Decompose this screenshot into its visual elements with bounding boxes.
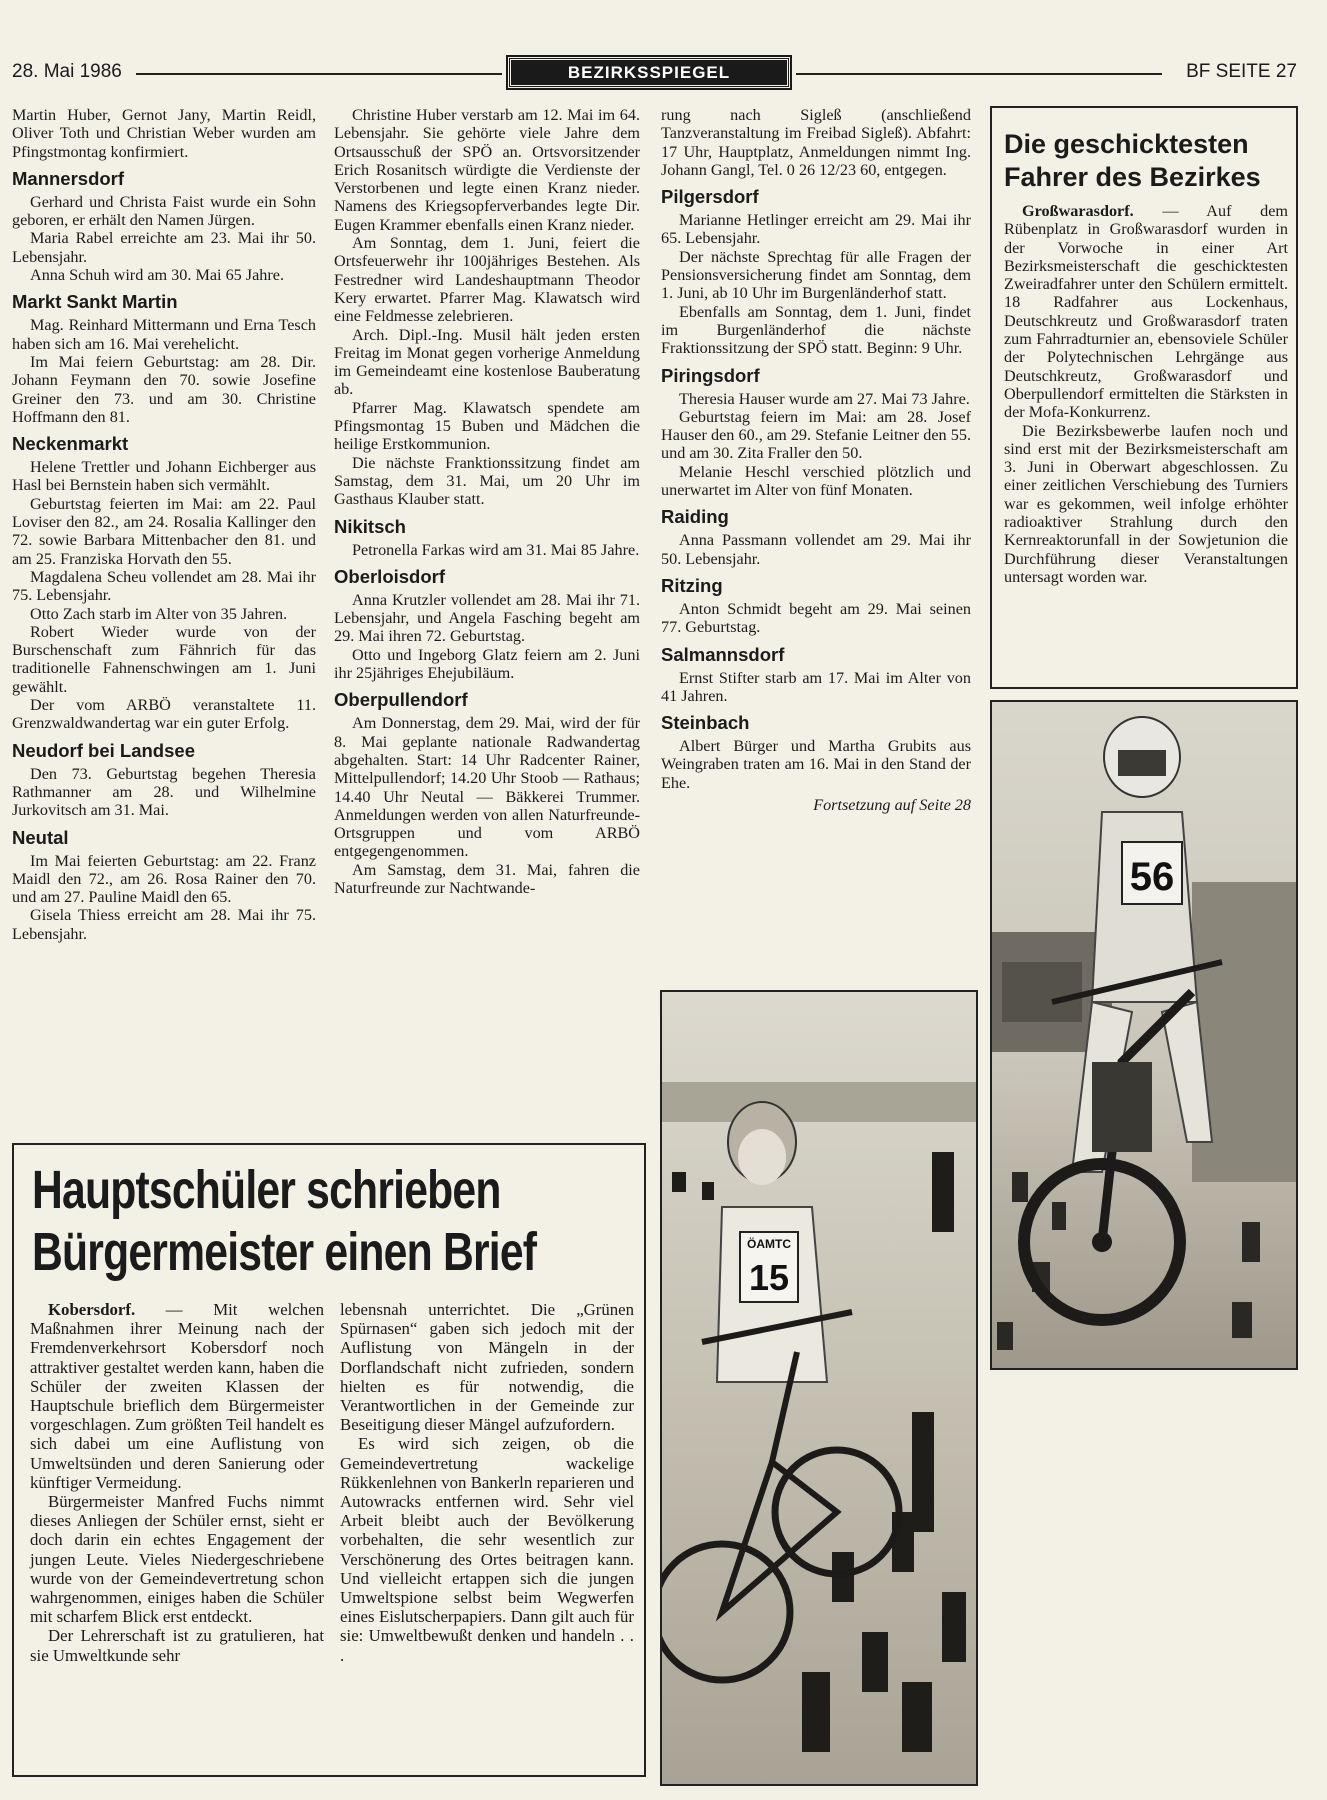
issue-date: 28. Mai 1986 [12,61,122,82]
paragraph: Arch. Dipl.-Ing. Musil hält jeden ersten Freitag im Monat gegen vorherige Anmeldung im Gemeindeamt eine kostenlose Bauberatung ab. [334,325,640,399]
paragraph: Bürgermeister Manfred Fuchs nimmt dieses Anliegen der Schüler ernst, sieht er doch darin ein echtes Engagement der jungen Leute. Vieles Niedergeschriebene wurde von der Gemeindevertretung schon wahrgenommen, einiges haben die Schüler mit scharfem Blick erst entdeckt. [30,1492,324,1627]
section-heading: Oberpullendorf [334,689,468,711]
article-column-right [340,1300,634,1665]
paragraph: Am Donnerstag, dem 29. Mai, wird der für 8. Mai geplante nationale Radwandertag abgehalten. Start: 14 Uhr Radcenter Rainer, Mittelpullendorf; 14.20 Uhr Stoob — Rathaus; 14.40 Uhr Neutal — Bäkkerei Trummer. Anmeldungen werden von allen Naturfreunde-Ortsgruppen und vom ARBÖ entgegengenommen. [334,714,640,861]
article-body [1004,202,1288,586]
paragraph: Otto und Ingeborg Glatz feiern am 2. Juni ihr 25jähriges Ehejubiläum. [334,645,640,683]
headline-line-1: Hauptschüler schrieben [32,1160,501,1220]
paragraph: Magdalena Scheu vollendet am 28. Mai ihr 75. Lebensjahr. [12,567,316,605]
photo-moped-graphic [992,702,1296,1368]
bib-number: 56 [1129,855,1175,899]
dateline: Großwarasdorf. [1022,202,1134,220]
paragraph: Ernst Stifter starb am 17. Mai im Alter von 41 Jahren. [661,668,971,705]
paragraph: Am Samstag, dem 31. Mai, fahren die Naturfreunde zur Nachtwande- [334,860,640,897]
paragraph: Anna Schuh wird am 30. Mai 65 Jahre. [30,266,285,285]
column-3 [661,106,971,814]
paragraph: Theresia Hauser wurde am 27. Mai 73 Jahre. [679,389,970,408]
paragraph: Petronella Farkas wird am 31. Mai 85 Jahre. [352,540,640,559]
section-heading: Pilgersdorf [661,186,759,208]
article-title: Die geschicktesten Fahrer des Bezirkes [1004,129,1261,192]
paragraph: rung nach Sigleß (anschließend Tanzveranstaltung im Freibad Sigleß). Abfahrt: 17 Uhr, Hauptplatz, Anmeldungen nimmt Ing. Johann Gangl, Tel. 0 26 12/23 60, entgegen. [661,106,971,179]
paragraph: Der vom ARBÖ veranstaltete 11. Grenzwaldwandertag war ein guter Erfolg. [12,696,316,733]
section-heading: Neutal [12,826,69,848]
paragraph: Anton Schmidt begeht am 29. Mai seinen 77. Geburtstag. [661,599,971,637]
section-heading: Neckenmarkt [12,433,129,455]
paragraph: Albert Bürger und Martha Grubits aus Weingraben traten am 16. Mai in den Stand der Ehe. [661,737,971,792]
paragraph: Ebenfalls am Sonntag, dem 1. Juni, findet im Burgenländerhof die nächste Fraktionssitzung der SPÖ statt. Beginn: 9 Uhr. [661,302,971,358]
paragraph: Im Mai feierten Geburtstag: am 22. Franz Maidl den 72., am 26. Rosa Rainer den 70. und am 27. Pauline Maidl den 65. [12,851,316,907]
paragraph: Gisela Thiess erreicht am 28. Mai ihr 75. Lebensjahr. [12,906,316,943]
paragraph: Geburtstag feiern im Mai: am 28. Josef Hauser den 60., am 29. Stefanie Leitner den 55. und am 30. Zita Fraller den 50. [661,407,971,463]
article-box-cyclists [990,106,1298,689]
section-heading: Nikitsch [334,515,406,537]
column-2 [334,106,640,897]
paragraph: Helene Trettler und Johann Eichberger aus Hasl bei Bernstein haben sich vermählt. [12,458,316,495]
column-1 [12,106,316,943]
section-title: BEZIRKSSPIEGEL [508,57,790,88]
paragraph: Gerhard und Christa Faist wurde ein Sohn geboren, er erhält den Namen Jürgen. [12,192,316,230]
paragraph: Mag. Reinhard Mittermann und Erna Tesch haben sich am 16. Mai verehelicht. [12,316,316,353]
headline-line-2: Bürgermeister einen Brief [32,1222,537,1282]
paragraph: Marianne Hetlinger erreicht am 29. Mai ihr 65. Lebensjahr. [661,211,971,248]
section-heading: Mannersdorf [12,167,125,189]
paragraph: Die Bezirksbewerbe laufen noch und sind erst mit der Bezirksmeisterschaft am 3. Juni in Oberwart abgeschlossen. Zu einer zeitlichen Verschiebung des Turniers war es gekommen, weil infolge erhöhter radioaktiver Strahlung durch den Kernreaktorunfall in der Sowjetunion die Durchführung dieser Veranstaltungen untersagt worden war. [1004,421,1288,586]
photo-bicycle-graphic [662,992,976,1784]
paragraph: Der Lehrerschaft ist zu gratulieren, hat sie Umweltkunde sehr [30,1626,324,1665]
paragraph: Christine Huber verstarb am 12. Mai im 64. Lebensjahr. Sie gehörte viele Jahre dem Ortsausschuß der SPÖ an. Ortsvorsitzender Erich Rosanitsch würdigte die Verdienste der Verstorbenen und legte einen Kranz nieder. Namens des Kriegsopferverbandes legte Dir. Eugen Krammer ebenfalls einen Kranz nieder. [334,106,640,234]
paragraph: Anna Passmann vollendet am 29. Mai ihr 50. Lebensjahr. [661,531,971,568]
paragraph: Otto Zach starb im Alter von 35 Jahren. [30,604,288,623]
page-number: BF SEITE 27 [1186,61,1297,82]
paragraph: Den 73. Geburtstag begehen Theresia Rathmanner am 28. und Wilhelmine Jurkovitsch am 31. Mai. [12,764,316,820]
paragraph: Anna Krutzler vollendet am 28. Mai ihr 71. Lebensjahr, und Angela Fasching begeht am 29. Mai ihren 72. Geburtstag. [334,590,640,646]
article-column-left [30,1300,324,1665]
paragraph: Pfarrer Mag. Klawatsch spendete am Pfingsmontag 15 Buben und Mädchen die heilige Erstkommunion. [334,398,640,454]
continued-note: Fortsetzung auf Seite 28 [813,796,971,815]
section-heading: Ritzing [661,574,723,596]
header-rule-left [136,73,502,75]
paragraph: Robert Wieder wurde von der Burschenschaft zum Fähnrich für das traditionelle Fahnenschwingen am 1. Juni gewählt. [12,622,316,696]
photo-moped-rider [990,700,1298,1370]
section-heading: Salmannsdorf [661,643,785,665]
paragraph: Geburtstag feierten im Mai: am 22. Paul Loviser den 82., am 24. Rosalia Kallinger den 72. sowie Barbara Mittenbacher den 81. und am 25. Franziska Horvath den 55. [12,494,316,568]
headline [32,1159,537,1283]
article-box-pupils-letter [12,1143,646,1777]
paragraph: — Mit welchen Maßnahmen ihrer Meinung nach der Fremdenverkehrsort Kobersdorf noch attraktiver gestaltet werden kann, haben die Schüler der zweiten Klassen der Hauptschule brieflich dem Bürgermeister vorgeschlagen. Zum größten Teil handelt es sich dabei um eine Auflistung von Umweltsünden und deren Sanierung oder künftiger Vermeidung. [30,1300,324,1492]
section-heading: Markt Sankt Martin [12,291,178,313]
bib-number: 15 [748,1257,790,1298]
paragraph: Am Sonntag, dem 1. Juni, feiert die Ortsfeuerwehr ihr 100jähriges Bestehen. Als Festredner wird Landeshauptmann Theodor Kery erwartet. Pfarrer Mag. Klawatsch wird eine Feldmesse zelebrieren. [334,234,640,326]
section-heading: Steinbach [661,712,750,734]
paragraph: Der nächste Sprechtag für alle Fragen der Pensionsversicherung findet am Sonntag, dem 1. Juni, ab 10 Uhr im Burgenländerhof statt. [661,247,971,303]
paragraph: Martin Huber, Gernot Jany, Martin Reidl, Oliver Toth und Christian Weber wurden am Pfingstmontag konfirmiert. [12,106,316,161]
section-heading: Raiding [661,506,729,528]
paragraph: Es wird sich zeigen, ob die Gemeindevertretung wackelige Rükkenlehnen von Bankerln reparieren und Autowracks entfernen wird. Sehr viel Arbeit bleibt auch der Bevölkerung vorbehalten, die sehr wesentlich zur Verschönerung des Ortes beitragen kann. Und vielleicht ertappen sich die jungen Umweltspione selbst beim Wegwerfen eines Eislutscherpapiers. Dann gilt auch für sie: Umweltbewußt denken und handeln . . . [340,1434,634,1665]
section-heading: Piringsdorf [661,364,760,386]
paragraph: Die nächste Franktionssitzung findet am Samstag, dem 31. Mai, um 20 Uhr im Gasthaus Klauber statt. [334,453,640,509]
section-heading: Oberloisdorf [334,565,446,587]
paragraph: — Auf dem Rübenplatz in Großwarasdorf wurden in der Vorwoche in einer Art Bezirksmeisterschaft die geschicktesten Zweiradfahrer unter den Schülern ermittelt. 18 Radfahrer aus Lockenhaus, Deutschkreutz und Großwarasdorf traten zum Fahrradturnier an, ebensoviele Schüler der Polytechnischen Lehrgänge aus Deutschkreutz, Großwarasdorf und Oberpullendorf ermittelten die Stärksten in der Mofa-Konkurrenz. [1004,202,1288,422]
photo-bicycle-rider [660,990,978,1786]
bib-sponsor: ÖAMTC [747,1237,791,1251]
paragraph: Im Mai feiern Geburtstag: am 28. Dir. Johann Feymann den 70. sowie Josefine Greiner den 73. und am 30. Christine Hoffmann den 81. [12,352,316,426]
header-rule-right [796,73,1162,75]
paragraph: Melanie Heschl verschied plötzlich und unerwartet im Alter von fünf Monaten. [661,462,971,500]
paragraph: Maria Rabel erreichte am 23. Mai ihr 50. Lebensjahr. [12,229,316,266]
section-heading: Neudorf bei Landsee [12,739,195,761]
dateline: Kobersdorf. [48,1300,136,1319]
paragraph: lebensnah unterrichtet. Die „Grünen Spürnasen“ gaben sich jedoch mit der Auflistung von Mängeln in der Dorflandschaft nicht zufrieden, sondern hielten es für notwendig, die Verantwortlichen in der Gemeinde zur Beseitigung dieser Mängel aufzufordern. [340,1300,634,1435]
